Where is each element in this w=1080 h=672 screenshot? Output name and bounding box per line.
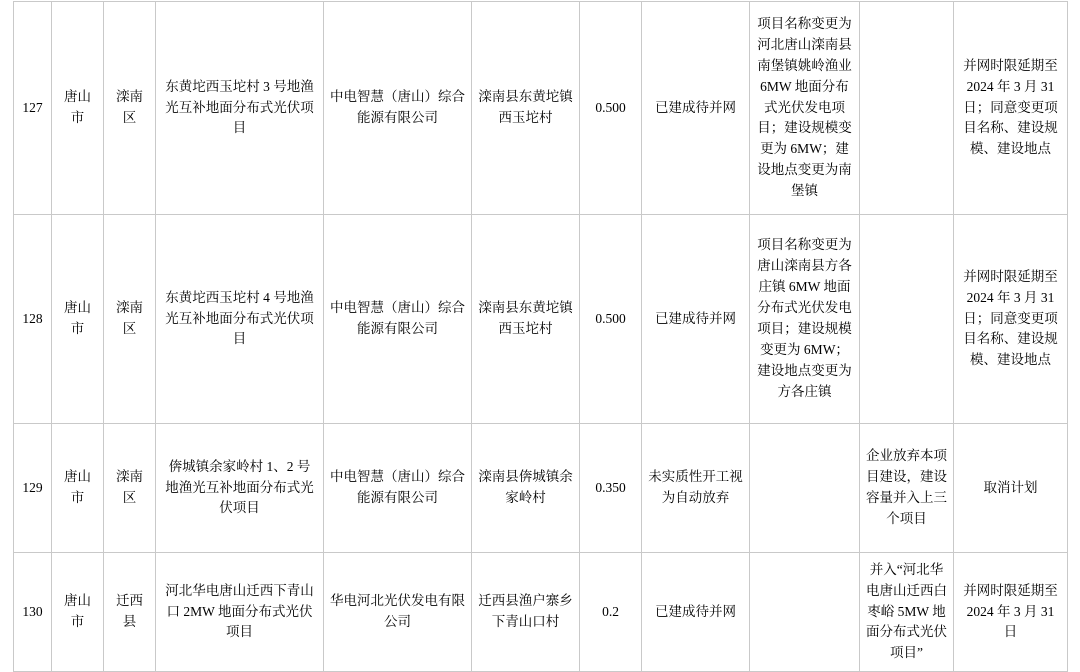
- cell-district: 滦南区: [104, 2, 156, 215]
- cell-location: 滦南县倴城镇余家岭村: [472, 424, 580, 553]
- cell-city: 唐山市: [52, 215, 104, 424]
- cell-project-name: 倴城镇余家岭村 1、2 号地渔光互补地面分布式光伏项目: [156, 424, 324, 553]
- cell-company: 华电河北光伏发电有限公司: [324, 553, 472, 672]
- table-row: [14, 215, 1068, 424]
- cell-capacity: 0.500: [580, 215, 642, 424]
- cell-city: 唐山市: [52, 2, 104, 215]
- cell-index: 127: [14, 2, 52, 215]
- cell-index: 129: [14, 424, 52, 553]
- cell-capacity: 0.2: [580, 553, 642, 672]
- cell-district: 滦南区: [104, 424, 156, 553]
- cell-location: 迁西县渔户寨乡下青山口村: [472, 553, 580, 672]
- table-row: [14, 553, 1068, 672]
- cell-note: 并入“河北华电唐山迁西白枣峪 5MW 地面分布式光伏项目”: [860, 553, 954, 672]
- cell-status: 已建成待并网: [642, 215, 750, 424]
- cell-note: 企业放弃本项目建设，建设容量并入上三个项目: [860, 424, 954, 553]
- cell-capacity: 0.350: [580, 424, 642, 553]
- cell-company: 中电智慧（唐山）综合能源有限公司: [324, 215, 472, 424]
- cell-district: 迁西县: [104, 553, 156, 672]
- project-table: [13, 1, 1068, 672]
- cell-index: 128: [14, 215, 52, 424]
- cell-location: 滦南县东黄坨镇西玉坨村: [472, 215, 580, 424]
- cell-result: 并网时限延期至 2024 年 3 月 31 日: [954, 553, 1068, 672]
- cell-change: [750, 424, 860, 553]
- cell-status: 未实质性开工视为自动放弃: [642, 424, 750, 553]
- cell-note: [860, 2, 954, 215]
- cell-city: 唐山市: [52, 424, 104, 553]
- cell-project-name: 河北华电唐山迁西下青山口 2MW 地面分布式光伏项目: [156, 553, 324, 672]
- cell-district: 滦南区: [104, 215, 156, 424]
- cell-company: 中电智慧（唐山）综合能源有限公司: [324, 2, 472, 215]
- cell-change: [750, 553, 860, 672]
- cell-status: 已建成待并网: [642, 553, 750, 672]
- cell-change: 项目名称变更为河北唐山滦南县南堡镇姚岭渔业 6MW 地面分布式光伏发电项目；建设规模变更为 6MW；建设地点变更为南堡镇: [750, 2, 860, 215]
- cell-status: 已建成待并网: [642, 2, 750, 215]
- cell-project-name: 东黄坨西玉坨村 3 号地渔光互补地面分布式光伏项目: [156, 2, 324, 215]
- cell-index: 130: [14, 553, 52, 672]
- cell-result: 并网时限延期至 2024 年 3 月 31 日；同意变更项目名称、建设规模、建设地点: [954, 2, 1068, 215]
- cell-company: 中电智慧（唐山）综合能源有限公司: [324, 424, 472, 553]
- cell-change: 项目名称变更为唐山滦南县方各庄镇 6MW 地面分布式光伏发电项目；建设规模变更为 6MW；建设地点变更为方各庄镇: [750, 215, 860, 424]
- table-row: [14, 424, 1068, 553]
- cell-note: [860, 215, 954, 424]
- cell-result: 并网时限延期至 2024 年 3 月 31 日；同意变更项目名称、建设规模、建设地点: [954, 215, 1068, 424]
- cell-result: 取消计划: [954, 424, 1068, 553]
- document-page: [0, 1, 1080, 661]
- cell-project-name: 东黄坨西玉坨村 4 号地渔光互补地面分布式光伏项目: [156, 215, 324, 424]
- cell-location: 滦南县东黄坨镇西玉坨村: [472, 2, 580, 215]
- cell-city: 唐山市: [52, 553, 104, 672]
- table-row: [14, 2, 1068, 215]
- cell-capacity: 0.500: [580, 2, 642, 215]
